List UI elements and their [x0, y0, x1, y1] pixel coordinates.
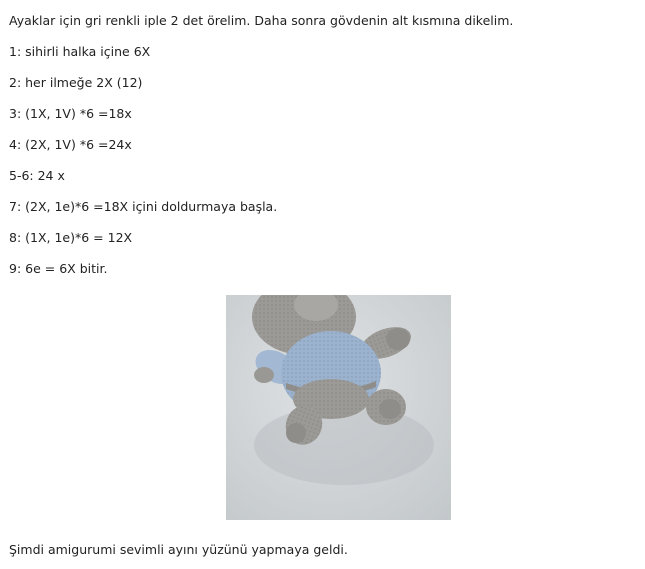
step-4: 4: (2X, 1V) *6 =24x — [9, 137, 132, 152]
step-5-6: 5-6: 24 x — [9, 168, 65, 183]
step-1: 1: sihirli halka içine 6X — [9, 44, 151, 59]
step-7: 7: (2X, 1e)*6 =18X içini doldurmaya başla. — [9, 199, 278, 214]
outro-paragraph: Şimdi amigurumi sevimli ayını yüzünü yapmaya geldi. — [9, 542, 348, 557]
intro-paragraph: Ayaklar için gri renkli iple 2 det örelim. Daha sonra gövdenin alt kısmına dikelim. — [9, 13, 514, 28]
step-2: 2: her ilmeğe 2X (12) — [9, 75, 143, 90]
step-3: 3: (1X, 1V) *6 =18x — [9, 106, 132, 121]
step-9: 9: 6e = 6X bitir. — [9, 261, 108, 276]
amigurumi-bear-photo — [226, 295, 451, 520]
bear-photo-image — [226, 295, 451, 520]
step-8: 8: (1X, 1e)*6 = 12X — [9, 230, 133, 245]
